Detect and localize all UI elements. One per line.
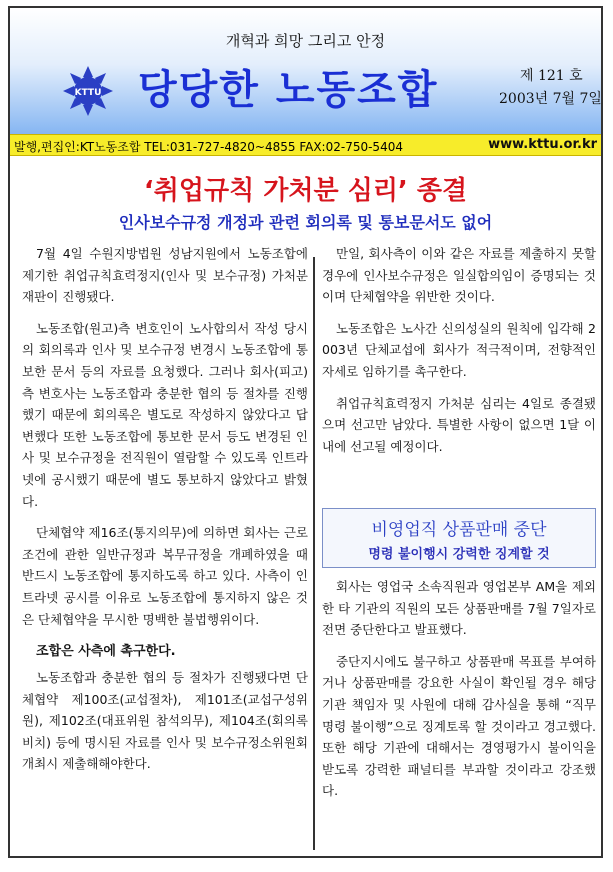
newspaper-title: 당당한 노동조합	[138, 67, 439, 113]
second-article-title-box	[322, 508, 596, 568]
paragraph: 단체협약 제16조(통지의무)에 의하면 회사는 근로조건에 관한 일반규정과 복무규정을 개폐하였을 때 반드시 노동조합에 통지하도록 하고 있다. 사측이 인트라넷 공시를 이유로 노동조합에 통지하지 않은 것은 단체협약을 무시한 명백한 불법행위이다.	[22, 525, 308, 627]
paragraph: 중단지시에도 불구하고 상품판매 목표를 부여하거나 상품판매를 강요한 사실이 확인될 경우 해당 기관 책임자 및 사원에 대해 감사실을 통해 “직무명령 불이행”으로 징계토록 할 것이라고 경고했다. 또한 해당 기관에 대해서는 경영평가시 불이익을 받도록 강력한 패널티를 부과할 것이라고 강조했다.	[322, 653, 596, 799]
subheadline: 인사보수규정 개정과 관련 회의록 및 통보문서도 없어	[118, 213, 493, 232]
paragraph: 회사는 영업국 소속직원과 영업본부 AM을 제외한 타 기관의 직원의 모든 상품판매를 7월 7일자로 전면 중단한다고 발표했다.	[322, 579, 596, 638]
website-url: www.kttu.or.kr	[488, 137, 597, 152]
paragraph: 노동조합과 충분한 협의 등 절차가 진행됐다면 단체협약 제100조(교섭절차), 제101조(교섭구성위원), 제102조(대표위원 참석의무), 제104조(회의록비치) 등에 명시된 자료를 인사 및 보수규정소위원회 개최시 제출해해야한다.	[22, 670, 308, 772]
paragraph: 만일, 회사측이 이와 같은 자료를 제출하지 못할 경우에 인사보수규정은 일실합의임이 증명되는 것이며 단체협약을 위반한 것이다.	[322, 246, 596, 305]
paragraph: 노동조합(원고)측 변호인이 노사합의서 작성 당시의 회의록과 인사 및 보수규정 변경시 노동조합에 통보한 문서 등의 자료를 요청했다. 그러나 회사(피고)측 변호사는 노동조합과 충분한 협의 등 절차를 진행했기 때문에 회의록은 별도로 작성하지 않았다고 답변했다 또한 노동조합에 통보한 문서 등도 변경된 인사 및 보수규정을 전직원이 열람할 수 있도록 인트라넷에 공시했기 때문에 별도 통보하지 않았다고 밝혔다.	[22, 320, 308, 509]
masthead	[10, 8, 601, 134]
headline: ‘취업규칙 가처분 심리’ 종결	[143, 176, 468, 206]
issue-date: 2003년 7월 7일	[499, 91, 602, 107]
paragraph: 노동조합은 노사간 신의성실의 원칙에 입각해 2003년 단체교섭에 회사가 적극적이며, 전향적인 자세로 임하기를 촉구한다.	[322, 320, 596, 379]
publisher-bar	[10, 134, 601, 156]
second-article-title: 비영업직 상품판매 중단	[371, 520, 547, 540]
article-right-column	[322, 243, 596, 467]
publisher-info: 발행,편집인:KT노동조합 TEL:031-727-4820~4855 FAX:02-750-5404	[14, 140, 403, 154]
second-article-body	[322, 576, 596, 812]
issue-number: 제 121 호	[520, 68, 583, 84]
logo-text: KTTU	[74, 88, 102, 98]
paragraph: 7월 4일 수원지방법원 성남지원에서 노동조합에 제기한 취업규칙효력정지(인사 및 보수규정) 가처분 재판이 진행됐다.	[22, 246, 308, 305]
kttu-logo-icon	[62, 65, 114, 117]
second-article-subtitle: 명령 불이행시 강력한 징계할 것	[368, 547, 550, 562]
column-divider	[313, 257, 315, 850]
paragraph: 취업규칙효력정지 가처분 심리는 4일로 종결됐으며 선고만 남았다. 특별한 사항이 없으면 1달 이내에 선고될 예정이다.	[322, 395, 596, 454]
article-left-column	[22, 243, 308, 785]
slogan: 개혁과 희망 그리고 안정	[225, 32, 386, 50]
section-heading: 조합은 사측에 촉구한다.	[36, 644, 176, 660]
